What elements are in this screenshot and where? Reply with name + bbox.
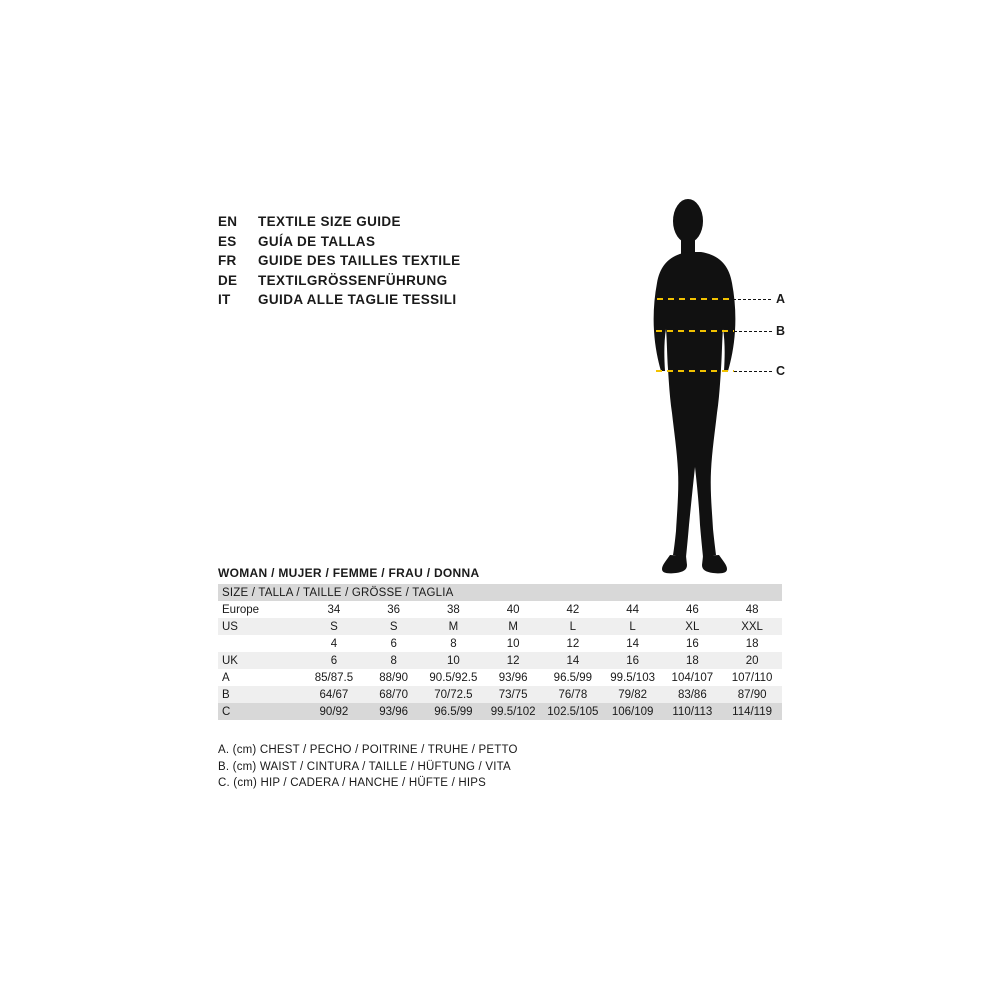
table-row: [218, 601, 782, 618]
table-cell: 110/113: [662, 703, 722, 720]
table-cell: 73/75: [483, 686, 543, 703]
table-cell: 8: [364, 652, 424, 669]
table-cell: 64/67: [304, 686, 364, 703]
row-label-b: B: [218, 686, 304, 703]
table-cell: 46: [662, 601, 722, 618]
table-cell: 106/109: [603, 703, 663, 720]
table-row: [218, 652, 782, 669]
title-text-de: TEXTILGRÖSSENFÜHRUNG: [258, 272, 448, 288]
table-cell: 18: [722, 635, 782, 652]
table-cell: S: [304, 618, 364, 635]
hip-marker-label: C: [776, 364, 786, 378]
table-cell: 102.5/105: [543, 703, 603, 720]
table-cell: 34: [304, 601, 364, 618]
table-cell: 36: [364, 601, 424, 618]
size-guide-title-block: [218, 214, 638, 312]
table-cell: 8: [424, 635, 484, 652]
waist-marker-label: B: [776, 324, 786, 338]
legend-line-b: B. (cm) WAIST / CINTURA / TAILLE / HÜFTUNG / VITA: [218, 760, 511, 773]
title-text-en: TEXTILE SIZE GUIDE: [258, 214, 401, 229]
measurement-legend: [218, 742, 738, 792]
language-code-en: EN: [218, 214, 238, 229]
table-cell: 18: [662, 652, 722, 669]
table-cell: XXL: [722, 618, 782, 635]
title-row-de: [218, 273, 638, 293]
language-code-fr: FR: [218, 253, 237, 268]
row-label-europe: Europe: [218, 601, 304, 618]
title-text-it: GUIDA ALLE TAGLIE TESSILI: [258, 292, 457, 307]
table-cell: 88/90: [364, 669, 424, 686]
table-cell: 96.5/99: [424, 703, 484, 720]
table-row: [218, 686, 782, 703]
table-header-row: [218, 584, 782, 601]
title-row-en: [218, 214, 638, 234]
table-cell: 14: [543, 652, 603, 669]
table-cell: XL: [662, 618, 722, 635]
table-cell: 114/119: [722, 703, 782, 720]
table-cell: 10: [424, 652, 484, 669]
language-code-de: DE: [218, 272, 238, 288]
table-cell: 12: [483, 652, 543, 669]
table-cell: 85/87.5: [304, 669, 364, 686]
row-label-uk: UK: [218, 652, 304, 669]
waist-leader-line: [734, 331, 772, 332]
table-cell: L: [543, 618, 603, 635]
table-cell: 16: [662, 635, 722, 652]
table-row: [218, 635, 782, 652]
table-cell: 87/90: [722, 686, 782, 703]
title-row-fr: [218, 253, 638, 273]
table-cell: 90/92: [304, 703, 364, 720]
silhouette-svg: [620, 195, 820, 580]
table-cell: 14: [603, 635, 663, 652]
row-label-a: A: [218, 669, 304, 686]
table-cell: 90.5/92.5: [424, 669, 484, 686]
table-cell: L: [603, 618, 663, 635]
table-cell: 16: [603, 652, 663, 669]
chest-marker-label: A: [776, 292, 786, 306]
table-cell: 99.5/103: [603, 669, 663, 686]
table-cell: 6: [364, 635, 424, 652]
table-cell: 79/82: [603, 686, 663, 703]
table-cell: 93/96: [483, 669, 543, 686]
table-row: [218, 669, 782, 686]
table-cell: M: [424, 618, 484, 635]
size-table: [218, 584, 782, 720]
legend-line-c: C. (cm) HIP / CADERA / HANCHE / HÜFTE / HIPS: [218, 777, 487, 789]
table-cell: 6: [304, 652, 364, 669]
table-cell: 10: [483, 635, 543, 652]
legend-line-a: A. (cm) CHEST / PECHO / POITRINE / TRUHE / PETTO: [218, 744, 518, 756]
table-cell: 48: [722, 601, 782, 618]
title-row-es: [218, 234, 638, 254]
table-cell: 76/78: [543, 686, 603, 703]
title-row-it: [218, 292, 638, 312]
table-cell: M: [483, 618, 543, 635]
table-cell: 44: [603, 601, 663, 618]
female-silhouette-figure: [620, 195, 820, 580]
table-section-title: WOMAN / MUJER / FEMME / FRAU / DONNA: [218, 566, 480, 580]
table-cell: 20: [722, 652, 782, 669]
table-cell: 107/110: [722, 669, 782, 686]
row-label-c: C: [218, 703, 304, 720]
chest-leader-line: [733, 299, 771, 300]
table-cell: 68/70: [364, 686, 424, 703]
table-cell: 93/96: [364, 703, 424, 720]
table-cell: 12: [543, 635, 603, 652]
table-cell: 70/72.5: [424, 686, 484, 703]
row-label-us-numeric: [218, 635, 304, 652]
table-cell: 104/107: [662, 669, 722, 686]
hip-leader-line: [734, 371, 772, 372]
title-text-fr: GUIDE DES TAILLES TEXTILE: [258, 253, 461, 268]
table-row: [218, 703, 782, 720]
title-text-es: GUÍA DE TALLAS: [258, 233, 376, 249]
table-cell: 96.5/99: [543, 669, 603, 686]
size-table-block: [218, 566, 782, 720]
table-header-cell: SIZE / TALLA / TAILLE / GRÖSSE / TAGLIA: [218, 584, 782, 601]
row-label-us: US: [218, 618, 304, 635]
table-row: [218, 618, 782, 635]
language-code-it: IT: [218, 292, 231, 307]
table-cell: 42: [543, 601, 603, 618]
language-code-es: ES: [218, 233, 237, 249]
table-cell: 38: [424, 601, 484, 618]
table-cell: 4: [304, 635, 364, 652]
table-cell: 99.5/102: [483, 703, 543, 720]
table-cell: 40: [483, 601, 543, 618]
table-cell: S: [364, 618, 424, 635]
table-cell: 83/86: [662, 686, 722, 703]
